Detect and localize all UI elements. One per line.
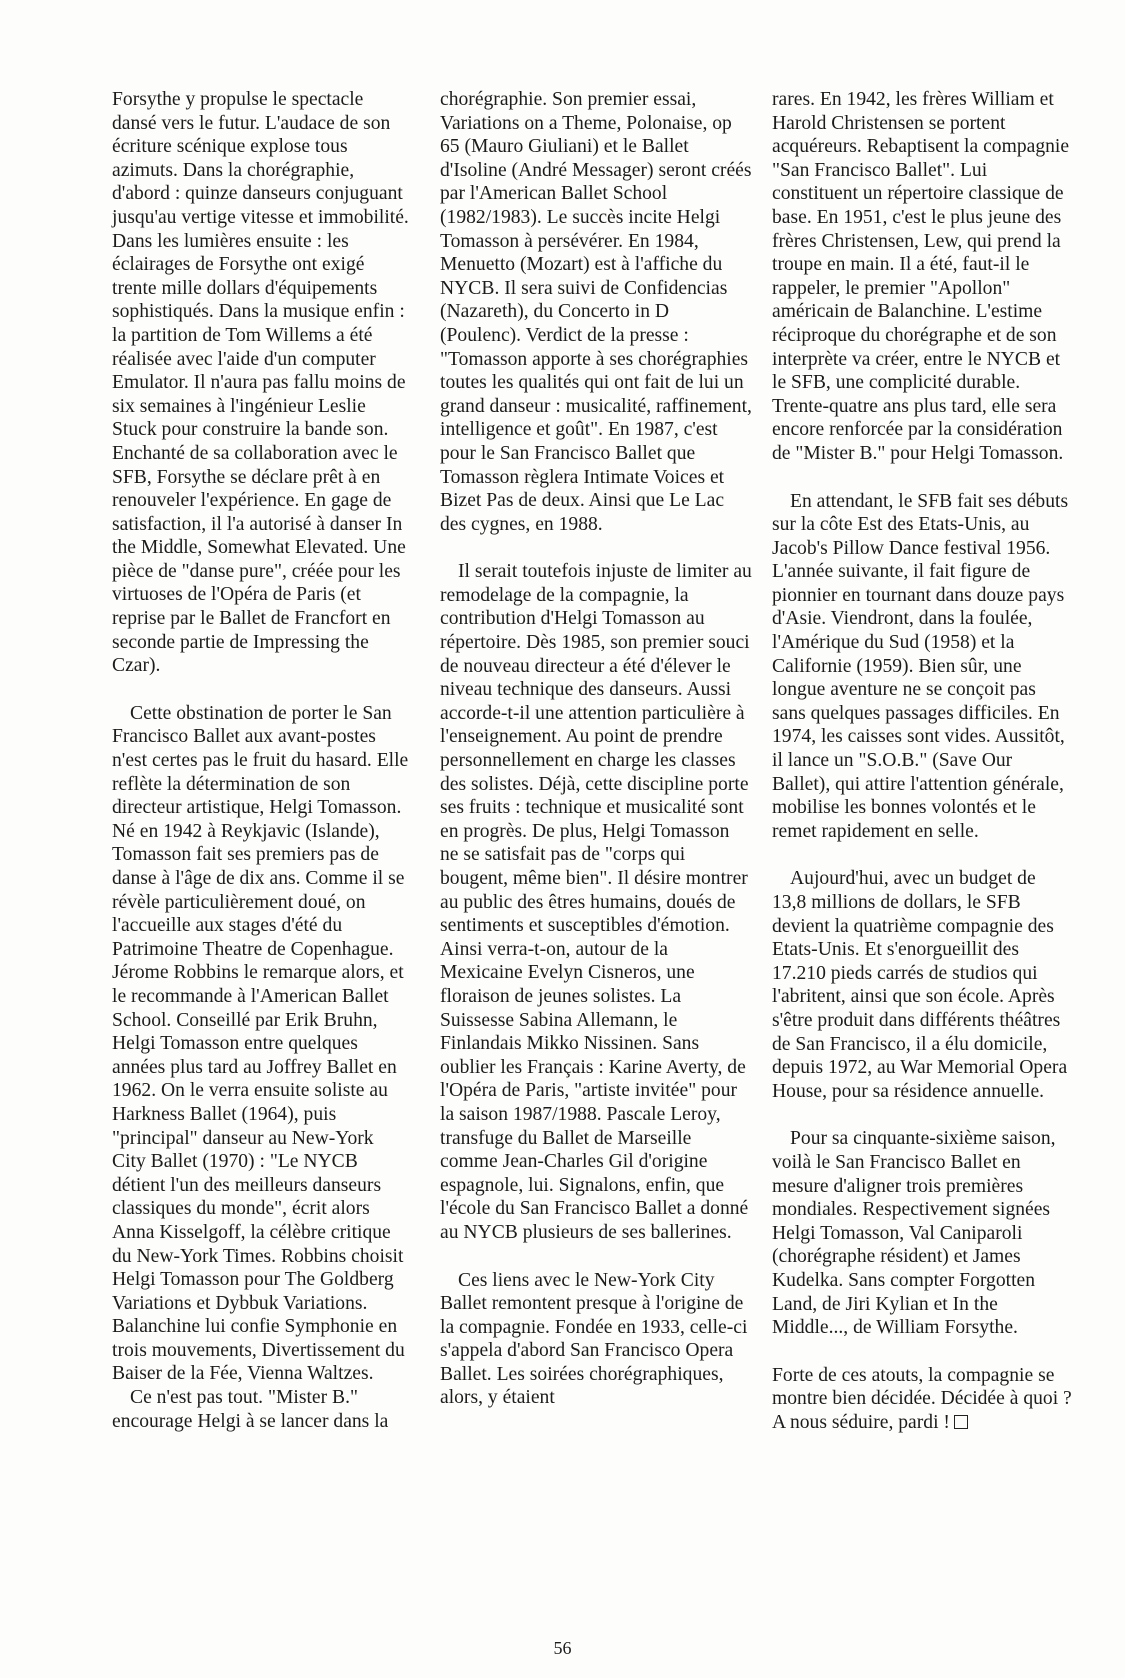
- text-column-3: [772, 88, 1072, 1434]
- paragraph: Ces liens avec le New-York City Ballet remontent presque à l'origine de la compagnie. Fondée en 1933, celle-ci s'appela d'abord San Francisco Opera Ballet. Les soirées chorégraphiques, alors, y étaient: [440, 1269, 748, 1409]
- end-of-article-square-icon: [954, 1415, 968, 1429]
- paragraph: Pour sa cinquante-sixième saison, voilà le San Francisco Ballet en mesure d'aligner trois premières mondiales. Respectivement signées Helgi Tomasson, Val Caniparoli (chorégraphe résident) et James Kudelka. Sans compter Forgotten Land, de Jiri Kylian et In the Middle..., de William Forsythe.: [772, 1128, 1056, 1339]
- paragraph-text: Forte de ces atouts, la compagnie se montre bien décidée. Décidée à quoi ? A nous séduire, pardi !: [772, 1364, 1072, 1433]
- text-column-1: [112, 88, 412, 1433]
- closing-paragraph: [772, 1364, 1072, 1435]
- paragraph: Aujourd'hui, avec un budget de 13,8 millions de dollars, le SFB devient la quatrième compagnie des Etats-Unis. Et s'enorgueillit des 17.210 pieds carrés de studios qui l'abritent, ainsi que son école. Après s'être produit dans différents théâtres de San Francisco, il a élu domicile, depuis 1972, au War Memorial Opera House, pour sa résidence annuelle.: [772, 868, 1068, 1102]
- page-number: 56: [553, 1638, 572, 1658]
- paragraph: Il serait toutefois injuste de limiter au remodelage de la compagnie, la contribution d'Helgi Tomasson au répertoire. Dès 1985, son premier souci de nouveau directeur a été d'élever le niveau technique des danseurs. Aussi accorde-t-il une attention particulière à l'enseignement. Au point de prendre personnellement en charge les classes des solistes. Déjà, cette discipline porte ses fruits : technique et musicalité sont en progrès. De plus, Helgi Tomasson ne se satisfait pas de "corps qui bougent, même bien". Il désire montrer au public des êtres humains, doués de sentiments et susceptibles d'émotion. Ainsi verra-t-on, autour de la Mexicaine Evelyn Cisneros, une floraison de jeunes solistes. La Suissesse Sabina Allemann, le Finlandais Mikko Nissinen. Sans oublier les Français : Karine Averty, de l'Opéra de Paris, "artiste invitée" pour la saison 1987/1988. Pascale Leroy, transfuge du Ballet de Marseille comme Jean-Charles Gil d'origine espagnole, lui. Signalons, enfin, que l'école du San Francisco Ballet a donné au NYCB plusieurs de ses ballerines.: [440, 561, 752, 1243]
- paragraph: En attendant, le SFB fait ses débuts sur la côte Est des Etats-Unis, au Jacob's Pillow Dance festival 1956. L'année suivante, il fait figure de pionnier en tournant dans douze pays d'Asie. Viendront, dans la foulée, l'Amérique du Sud (1958) et la Californie (1959). Bien sûr, une longue aventure ne se conçoit pas sans quelques passages difficiles. En 1974, les caisses sont vides. Aussitôt, il lance un "S.O.B." (Save Our Ballet), qui attire l'attention générale, mobilise les bonnes volontés et le remet rapidement en selle.: [772, 490, 1069, 842]
- paragraph: chorégraphie. Son premier essai, Variations on a Theme, Polonaise, op 65 (Mauro Giuliani) et le Ballet d'Isoline (André Messager) seront créés par l'American Ballet School (1982/1983). Le succès incite Helgi Tomasson à persévérer. En 1984, Menuetto (Mozart) est à l'affiche du NYCB. Il sera suivi de Confidencias (Nazareth), du Concerto in D (Poulenc). Verdict de la presse : "Tomasson apporte à ses chorégraphies toutes les qualités qui ont fait de lui un grand danseur : musicalité, raffinement, intelligence et goût". En 1987, c'est pour le San Francisco Ballet que Tomasson règlera Intimate Voices et Bizet Pas de deux. Ainsi que Le Lac des cygnes, en 1988.: [440, 89, 752, 535]
- paragraph: Forsythe y propulse le spectacle dansé vers le futur. L'audace de son écriture scénique explose tous azimuts. Dans la chorégraphie, d'abord : quinze danseurs conjuguant jusqu'au vertige vitesse et immobilité. Dans les lumières ensuite : les éclairages de Forsythe ont exigé trente mille dollars d'équipements sophistiqués. Dans la musique enfin : la partition de Tom Willems a été réalisée avec l'aide d'un computer Emulator. Il n'aura pas fallu moins de six semaines à l'ingénieur Leslie Stuck pour construire la bande son. Enchanté de sa collaboration avec le SFB, Forsythe se déclare prêt à en renouveler l'expérience. En gage de satisfaction, il l'a autorisé à danser In the Middle, Somewhat Elevated. Une pièce de "danse pure", créée pour les virtuoses de l'Opéra de Paris (et reprise par le Ballet de Francfort en seconde partie de Impressing the Czar).: [112, 89, 409, 677]
- text-column-2: [440, 88, 752, 1410]
- paragraph: Cette obstination de porter le San Francisco Ballet aux avant-postes n'est certes pas le fruit du hasard. Elle reflète la détermination de son directeur artistique, Helgi Tomasson. Né en 1942 à Reykjavic (Islande), Tomasson fait ses premiers pas de danse à l'âge de dix ans. Comme il se révèle particulièrement doué, on l'accueille aux stages d'été du Patrimoine Theatre de Copenhague. Jérome Robbins le remarque alors, et le recommande à l'American Ballet School. Conseillé par Erik Bruhn, Helgi Tomasson entre quelques années plus tard au Joffrey Ballet en 1962. On le verra ensuite soliste au Harkness Ballet (1964), puis "principal" danseur au New-York City Ballet (1970) : "Le NYCB détient l'un des meilleurs danseurs classiques du monde", écrit alors Anna Kisselgoff, la célèbre critique du New-York Times. Robbins choisit Helgi Tomasson pour The Goldberg Variations et Dybbuk Variations. Balanchine lui confie Symphonie en trois mouvements, Divertissement du Baiser de la Fée, Vienna Waltzes.: [112, 702, 409, 1385]
- paragraph: rares. En 1942, les frères William et Harold Christensen se portent acquéreurs. Rebaptisent la compagnie "San Francisco Ballet". Lui constituent un répertoire classique de base. En 1951, c'est le plus jeune des frères Christensen, Lew, qui prend la troupe en main. Il a été, faut-il le rappeler, le premier "Apollon" américain de Balanchine. L'estime réciproque du chorégraphe et de son interprète va créer, entre le NYCB et le SFB, une complicité durable. Trente-quatre ans plus tard, elle sera encore renforcée par la considération de "Mister B." pour Helgi Tomasson.: [772, 89, 1070, 464]
- paragraph: Ce n'est pas tout. "Mister B." encourage Helgi à se lancer dans la: [112, 1387, 389, 1432]
